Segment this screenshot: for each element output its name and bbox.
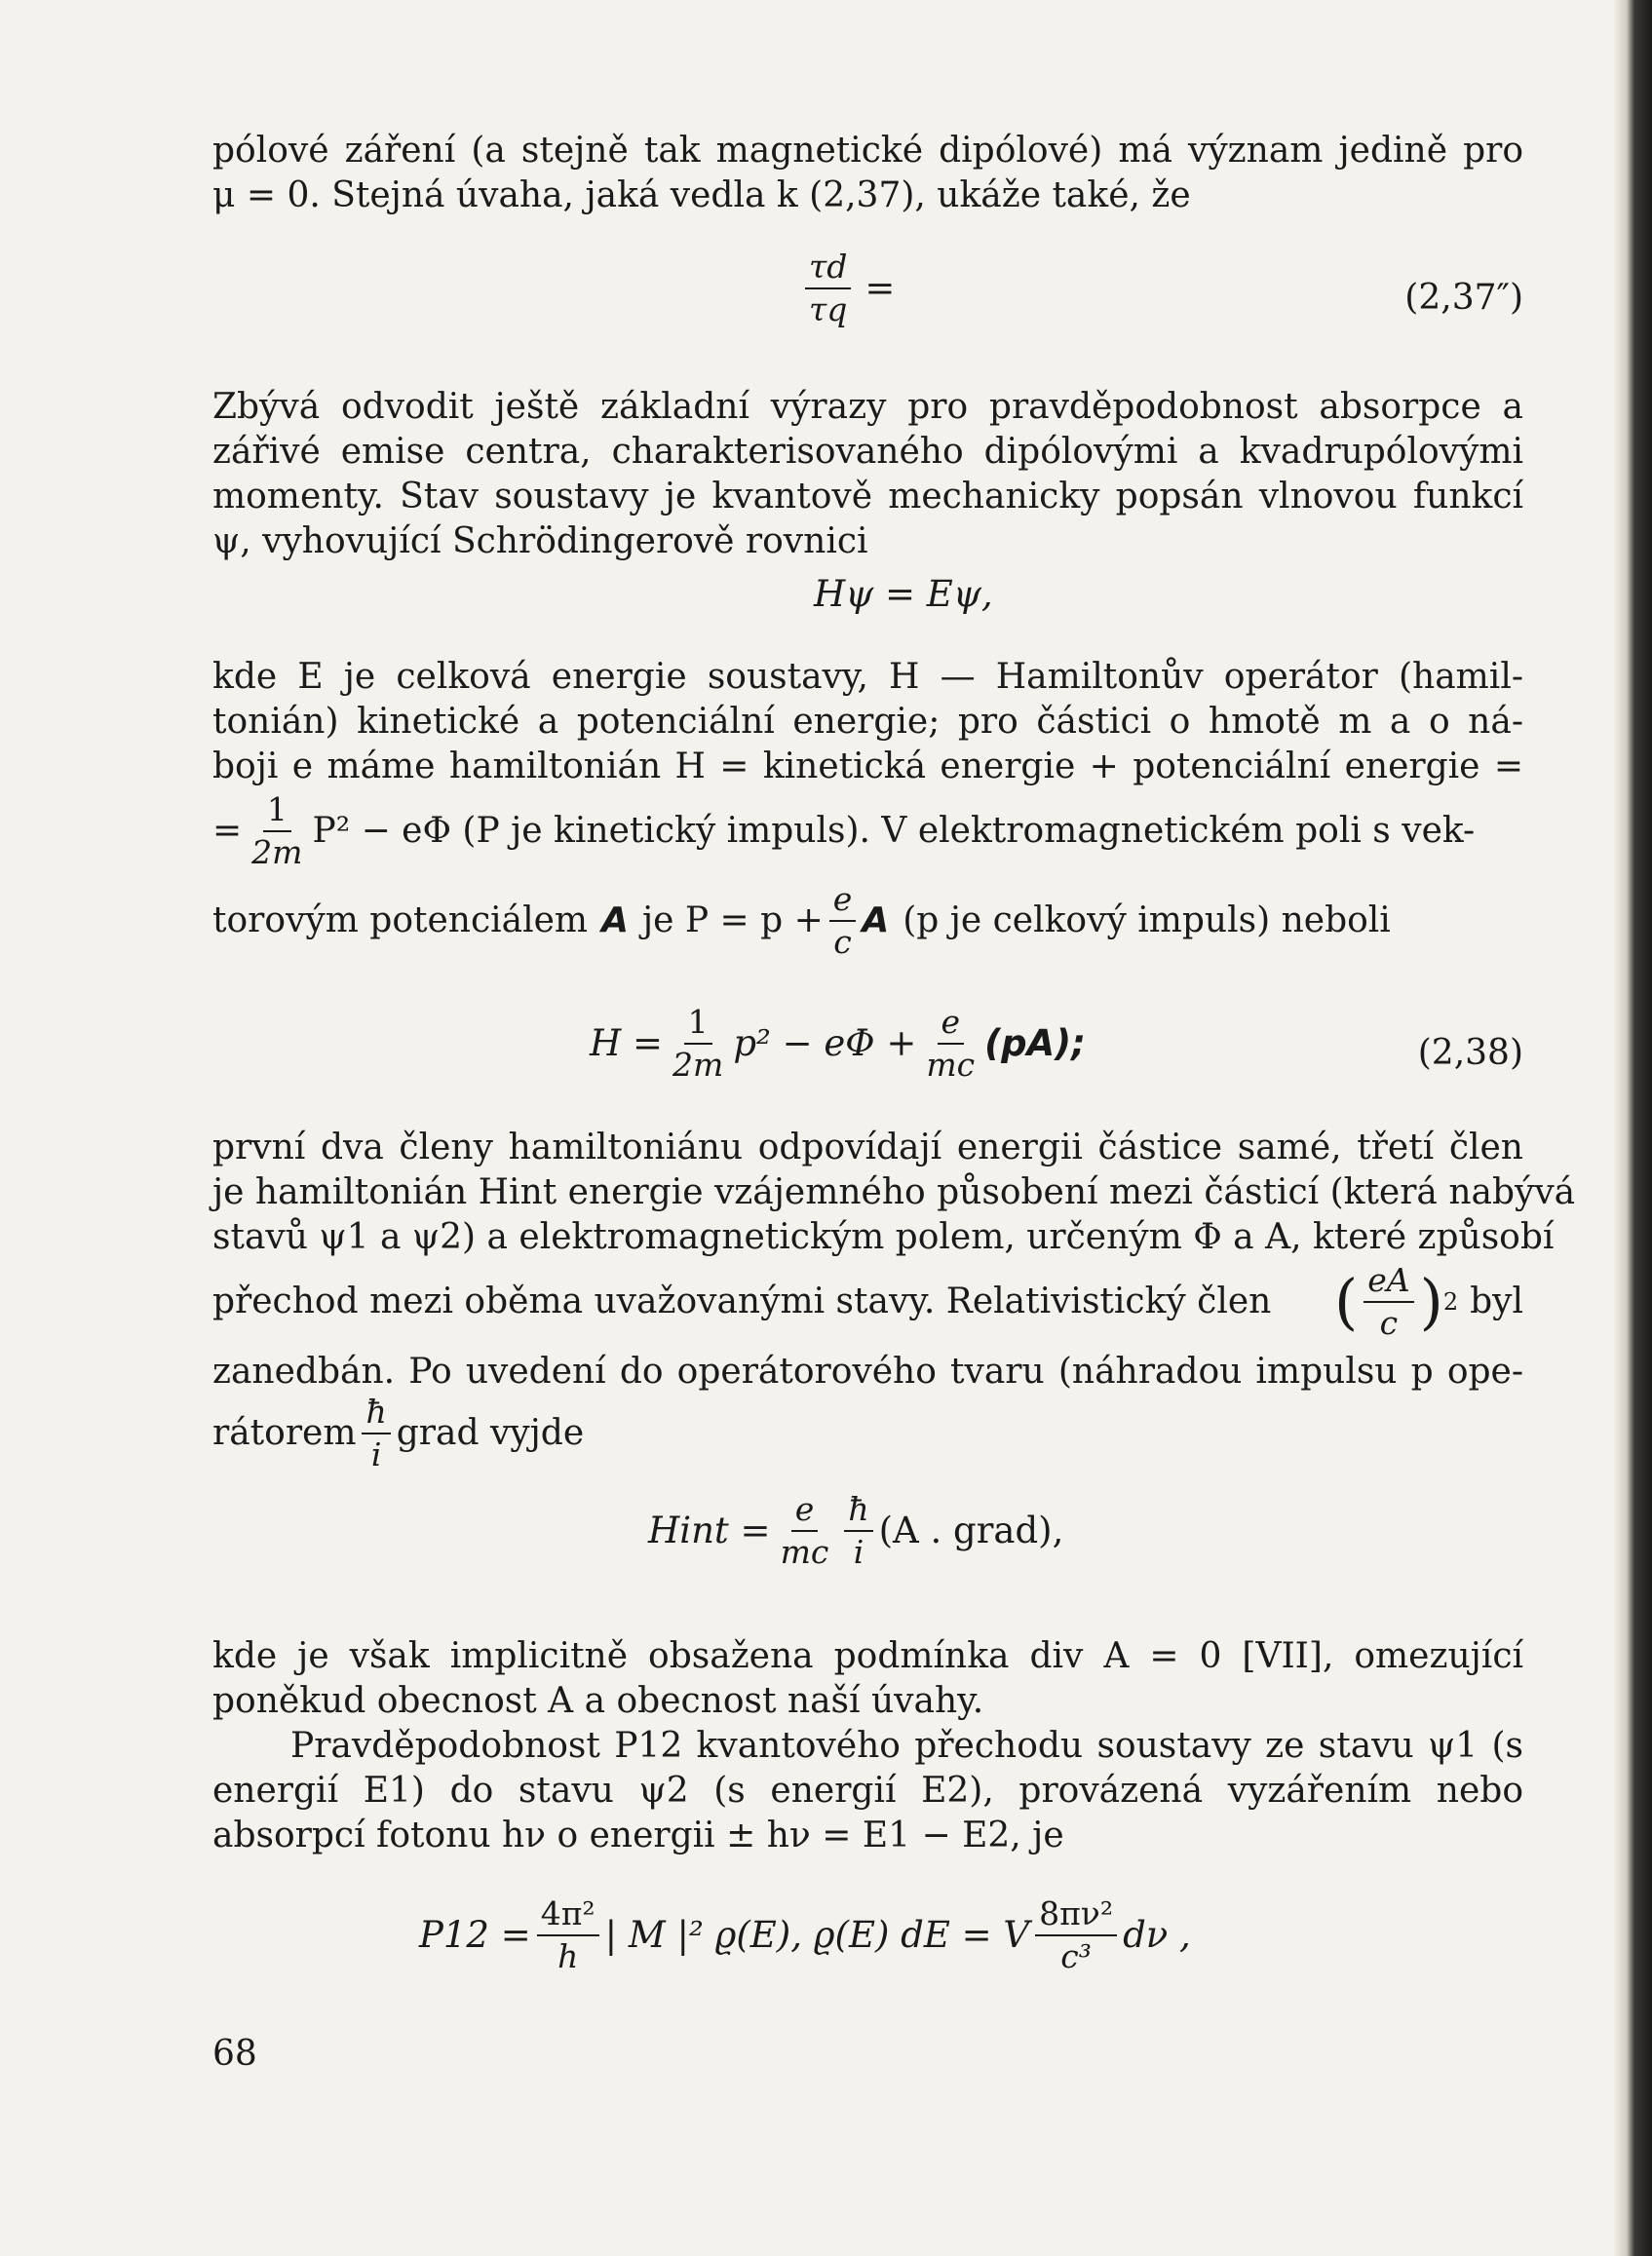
fraction-denominator: τq [809, 289, 848, 328]
left-paren: ( [1334, 1266, 1359, 1337]
p4-line5: zanedbán. Po uvedení do operátorového tvaru (náhradou impulsu p ope- [212, 1352, 1523, 1392]
fraction-denominator: c [1379, 1304, 1399, 1342]
fraction-denominator: mc [780, 1532, 829, 1571]
fraction-numerator: τd [805, 249, 851, 289]
page-edge-shadow [1613, 0, 1652, 2256]
eight-pi-nu-squared-over-c-cubed-fraction [1035, 1895, 1117, 1975]
p1-line2: μ = 0. Stejná úvaha, jaká vedla k (2,37), ukáže také, že [212, 175, 1191, 215]
fraction-denominator: 2m [251, 833, 303, 871]
equation-tail: dν , [1123, 1914, 1191, 1957]
equals-sign: = [212, 811, 243, 851]
equation-middle: p² − eΦ + [733, 1022, 917, 1065]
vector-potential-symbol: A [601, 900, 629, 940]
p3-line4 [212, 787, 1523, 875]
one-over-2m-fraction [248, 791, 306, 871]
fraction-denominator: h [557, 1936, 579, 1975]
fraction-numerator: 1 [684, 1004, 712, 1045]
transition-probability-equation [419, 1895, 1191, 1975]
line-text: byl [1470, 1281, 1523, 1321]
fraction-numerator: ħ [844, 1491, 872, 1532]
e-over-mc-fraction [922, 1004, 979, 1084]
fraction-denominator: i [853, 1532, 864, 1571]
hbar-over-i-fraction [844, 1491, 872, 1571]
p3-line5 [212, 877, 1523, 965]
fraction-numerator: eA [1364, 1262, 1413, 1303]
p4-line1: první dva členy hamiltoniánu odpovídají energii částice samé, třetí člen [212, 1128, 1523, 1167]
relativistic-term [1334, 1262, 1523, 1342]
e-over-c-fraction [829, 881, 857, 961]
fraction-numerator: e [791, 1491, 819, 1532]
p5-line1: kde je však implicitně obsažena podmínka div A = 0 [VII], omezující [212, 1636, 1523, 1676]
tau-ratio-fraction [805, 249, 851, 328]
paragraph-transition-probability: Pravděpodobnost P12 kvantového přechodu soustavy ze stavu ψ1 (s energií E1) do stavu ψ2 (s energií E2), provázená vyzářením nebo absorpcí fotonu hν o energii ± hν = E1 − E2, je [212, 1726, 1523, 1855]
equation-lhs: H = [590, 1022, 664, 1065]
p4-line6 [212, 1389, 1523, 1478]
equation-2-37b [799, 249, 895, 328]
p4-line2: je hamiltonián Hint energie vzájemného působení mezi částicí (která nabývá [212, 1172, 1576, 1212]
fraction-denominator: 2m [672, 1045, 724, 1084]
line-text: rátorem [212, 1413, 357, 1453]
fraction-numerator: 1 [263, 791, 291, 832]
p1-line1: pólové záření (a stejně tak magnetické dipólové) má význam jedině pro [212, 131, 1523, 171]
line-text: přechod mezi oběma uvažovanými stavy. Relativistický člen [212, 1281, 1272, 1321]
page-number: 68 [212, 2034, 257, 2074]
p3-line1: kde E je celková energie soustavy, H — Hamiltonův operátor (hamil- [212, 657, 1523, 697]
schrodinger-equation: Hψ = Eψ, [814, 573, 993, 615]
line-text: je P = p + [641, 900, 824, 940]
equation-label: (2,38) [1417, 1033, 1523, 1073]
equation-middle: | M |² ϱ(E), ϱ(E) dE = V [604, 1914, 1030, 1957]
equation-rhs: = [864, 267, 896, 310]
p3-line2: tonián) kinetické a potenciální energie; pro částici o hmotě m a o ná- [212, 702, 1523, 742]
fraction-denominator: c [833, 923, 852, 961]
interaction-hamiltonian-equation [648, 1491, 1063, 1571]
paragraph-schrodinger: Zbývá odvodit ještě základní výrazy pro pravděpodobnost absorpce a zářivé emise centra, charakterisovaného dipólovými a kvadrupólovými momenty. Stav soustavy je kvantově mechanicky popsán vlnovou funkcí ψ, vyhovující Schrödingerově rovnici [212, 387, 1523, 561]
fraction-numerator: e [938, 1004, 965, 1045]
hbar-over-i-fraction [362, 1394, 390, 1473]
equation-tail: (pA); [984, 1022, 1086, 1065]
p4-line3: stavů ψ1 a ψ2) a elektromagnetickým polem, určeným Φ a A, které způsobí [212, 1217, 1555, 1257]
line-text: torovým potenciálem [212, 900, 589, 940]
right-paren: ) [1419, 1266, 1443, 1337]
equation-label: (2,37″) [1404, 278, 1523, 318]
line-text: P² − eΦ (P je kinetický impuls). V elektromagnetickém poli s vek- [312, 811, 1476, 851]
fraction-denominator: c³ [1060, 1936, 1092, 1975]
exponent: 2 [1442, 1288, 1459, 1316]
equation-lhs: P12 = [419, 1914, 531, 1957]
p5-line2: poněkud obecnost A a obecnost naší úvahy. [212, 1681, 984, 1721]
fraction-denominator: i [370, 1435, 382, 1473]
fraction-denominator: mc [926, 1045, 976, 1084]
line-text: (p je celkový impuls) neboli [903, 900, 1391, 940]
p4-line4 [212, 1257, 1523, 1347]
e-over-mc-fraction [777, 1491, 833, 1571]
fraction-numerator: 8πν² [1035, 1895, 1117, 1936]
equation-2-38 [590, 1004, 1086, 1084]
line-text: grad vyjde [396, 1413, 585, 1453]
p3-line3: boji e máme hamiltonián H = kinetická energie + potenciální energie = [212, 746, 1523, 786]
four-pi-squared-over-h-fraction [537, 1895, 599, 1975]
fraction-numerator: 4π² [537, 1895, 599, 1936]
eA-over-c-fraction [1364, 1262, 1413, 1342]
equation-lhs: Hint = [648, 1510, 771, 1552]
equation-tail: (A . grad), [878, 1510, 1064, 1552]
one-over-2m-fraction [669, 1004, 727, 1084]
vector-potential-symbol: A [862, 900, 890, 940]
fraction-numerator: ħ [362, 1394, 390, 1434]
fraction-numerator: e [829, 881, 857, 922]
